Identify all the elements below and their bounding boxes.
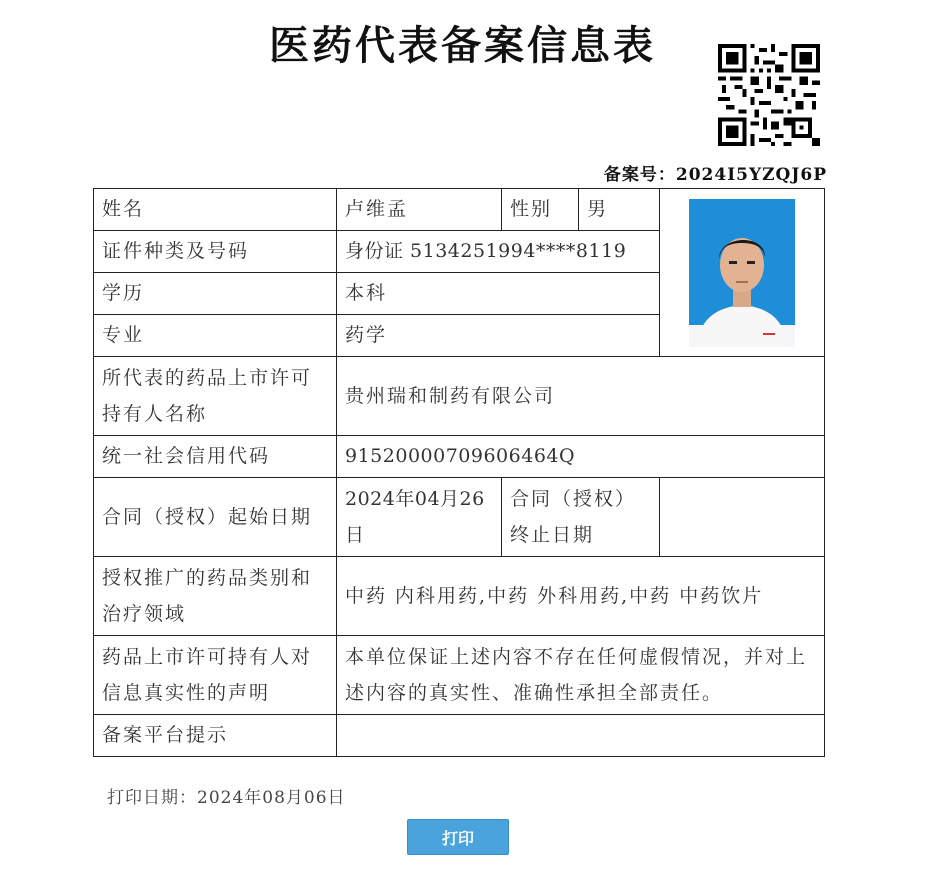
table-row [94, 436, 825, 478]
id-label: 证件种类及号码 [94, 231, 337, 273]
end-label: 合同（授权）终止日期 [502, 478, 660, 557]
edu-value: 本科 [337, 273, 660, 315]
photo-cell [660, 189, 825, 357]
print-date-value: 2024年08月06日 [197, 788, 346, 808]
major-label: 专业 [94, 315, 337, 357]
credit-value: 91520000709606464Q [337, 436, 825, 478]
table-row [94, 636, 825, 715]
major-value: 药学 [337, 315, 660, 357]
qr-code-icon [718, 44, 820, 146]
gender-label: 性别 [502, 189, 579, 231]
id-value: 身份证 5134251994****8119 [337, 231, 660, 273]
declare-label: 药品上市许可持有人对信息真实性的声明 [94, 636, 337, 715]
page-title: 医药代表备案信息表 [269, 22, 656, 69]
table-row [94, 557, 825, 636]
declare-value: 本单位保证上述内容不存在任何虚假情况，并对上述内容的真实性、准确性承担全部责任。 [337, 636, 825, 715]
print-button[interactable]: 打印 [407, 819, 509, 855]
table-row [94, 715, 825, 757]
print-date-label: 打印日期： [107, 788, 197, 808]
table-row [94, 189, 825, 231]
name-label: 姓名 [94, 189, 337, 231]
table-row [94, 478, 825, 557]
record-number [604, 160, 827, 185]
holder-value: 贵州瑞和制药有限公司 [337, 357, 825, 436]
scope-label: 授权推广的药品类别和治疗领域 [94, 557, 337, 636]
end-value [660, 478, 825, 557]
name-value: 卢维孟 [337, 189, 502, 231]
print-date [107, 783, 346, 808]
record-number-value: 2024I5YZQJ6P [675, 165, 827, 185]
start-value: 2024年04月26日 [337, 478, 502, 557]
tip-value [337, 715, 825, 757]
start-label: 合同（授权）起始日期 [94, 478, 337, 557]
holder-label: 所代表的药品上市许可持有人名称 [94, 357, 337, 436]
gender-value: 男 [579, 189, 660, 231]
credit-label: 统一社会信用代码 [94, 436, 337, 478]
record-number-label: 备案号： [603, 165, 676, 185]
tip-label: 备案平台提示 [94, 715, 337, 757]
person-photo [689, 199, 795, 347]
info-table [93, 188, 825, 757]
table-row [94, 357, 825, 436]
scope-value: 中药 内科用药,中药 外科用药,中药 中药饮片 [337, 557, 825, 636]
edu-label: 学历 [94, 273, 337, 315]
